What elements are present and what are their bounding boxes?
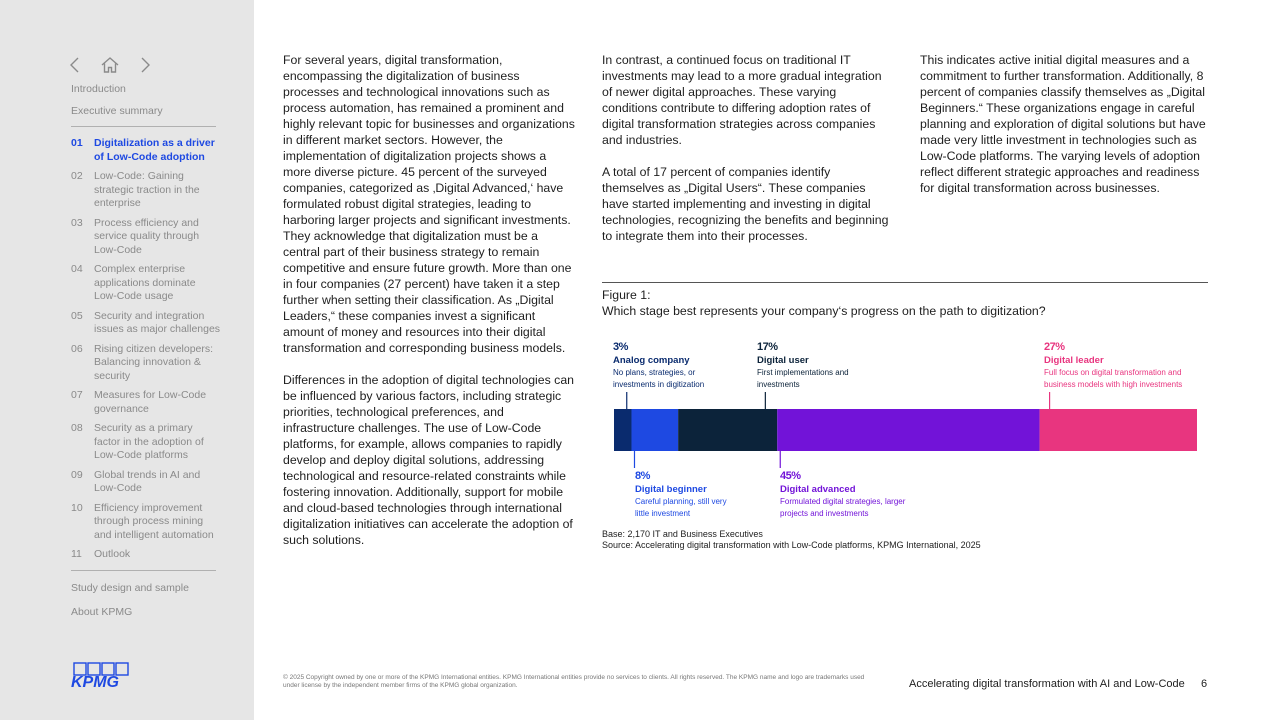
bar-segment-digital-leader [1040,409,1197,451]
value-label: 17% [757,341,778,353]
category-description: Careful planning, still very little investment [635,497,727,518]
toc-item-05[interactable] [71,310,221,337]
value-label: 27% [1044,341,1065,353]
toc-item-number: 01 [71,137,83,149]
toc-item-label: Security as a primary factor in the adoption of Low-Code platforms [94,422,204,461]
figure-source: Source: Accelerating digital transformation with Low-Code platforms, KPMG International, 2025 [602,540,981,550]
text-column-1 [283,52,575,564]
toc-item-03[interactable] [71,217,221,258]
figure-label: Figure 1: [602,288,651,302]
paragraph: A total of 17 percent of companies identify themselves as „Digital Users“. These companies have started implementing and investing in digital technologies, recognizing the benefits and beginning to integrate them into their processes. [602,165,889,243]
label-analog-company [613,340,743,391]
logo-text: KPMG [71,674,119,690]
toc-introduction[interactable]: Introduction [71,83,126,95]
page-number: 6 [1201,678,1208,690]
footer-copyright: © 2025 Copyright owned by one or more of the KPMG International entities. KPMG International entities provide no services to clients. All rights reserved. The KPMG name and logo are trademarks used under license by the independent member firms of the KPMG global organization. [283,674,865,689]
kpmg-logo [71,662,133,690]
toc-item-label: Process efficiency and service quality through Low-Code [94,216,200,256]
toc-item-number: 09 [71,468,83,481]
toc-item-number: 06 [71,342,83,355]
toc-item-label: Global trends in AI and Low-Code [94,468,201,494]
category-description: Full focus on digital transformation and business models with high investments [1044,368,1183,389]
toc-item-number: 11 [71,548,82,560]
value-label: 8% [635,470,650,482]
toc-item-02[interactable] [71,170,221,211]
toc-item-label: Digitalization as a driver of Low-Code adoption [94,137,215,163]
toc-item-number: 05 [71,309,83,322]
footer-title: Accelerating digital transformation with AI and Low-Code [909,678,1185,690]
category-description: First implementations and investments [757,368,849,389]
bar-segment-analog-company [614,409,631,451]
bar-segment-digital-beginner [631,409,678,451]
toc-item-number: 07 [71,389,83,401]
label-digital-leader [1044,340,1204,391]
figure-base: Base: 2,170 IT and Business Executives [602,529,763,539]
nav-buttons [68,55,152,75]
category-label: Analog company [613,355,690,366]
toc-menu [71,82,221,627]
toc-divider [71,570,216,571]
toc-item-07[interactable] [71,389,221,416]
value-label: 45% [780,470,801,482]
category-label: Digital user [757,355,809,366]
figure-divider [602,282,1208,283]
sidebar [0,0,254,720]
figure-title [602,287,1046,319]
toc-about-kpmg[interactable]: About KPMG [71,605,133,618]
toc-item-number: 10 [71,501,83,514]
toc-item-08[interactable] [71,422,221,463]
toc-chapter-list [71,137,221,562]
category-label: Digital advanced [780,484,856,495]
toc-item-09[interactable] [71,469,221,496]
toc-item-11[interactable] [71,548,221,562]
toc-item-04[interactable] [71,263,221,304]
paragraph: In contrast, a continued focus on traditional IT investments may lead to a more gradual integration of newer digital approaches. These varying conditions contribute to differing adoption rates of digital transformation strategies across companies and industries. [602,53,882,147]
value-label: 3% [613,341,628,353]
figure-notes [602,529,981,551]
toc-item-06[interactable] [71,343,221,384]
chevron-right-icon[interactable] [138,56,152,74]
toc-executive-summary[interactable]: Executive summary [71,105,163,117]
toc-item-label: Rising citizen developers: Balancing innovation & security [94,342,214,382]
toc-item-label: Low-Code: Gaining strategic traction in the enterprise [94,170,200,209]
category-label: Digital beginner [635,484,707,495]
bar-segment-digital-user [678,409,777,451]
toc-item-number: 02 [71,170,83,182]
text-column-3 [920,52,1212,212]
toc-item-label: Security and integration issues as major challenges [94,309,221,335]
toc-item-10[interactable] [71,502,221,543]
label-digital-advanced [780,469,930,520]
label-digital-beginner [635,469,745,520]
toc-item-01[interactable] [71,137,221,164]
chevron-left-icon[interactable] [68,56,82,74]
home-icon[interactable] [100,55,120,75]
paragraph: This indicates active initial digital measures and a commitment to further transformation. Additionally, 8 percent of companies classify themselves as „Digital Beginners.“ These organizations engage in careful planning and exploration of digital solutions but have made very little investment in technologies such as Low-Code platforms. The varying levels of adoption reflect different strategic approaches and readiness for digital transformation across businesses. [920,53,1206,195]
paragraph: For several years, digital transformation, encompassing the digitalization of business processes and technological innovations such as process automation, has remained a prominent and highly relevant topic for businesses and organizations in different market sectors. However, the implementation of digitalization projects shows a more diverse picture. 45 percent of the surveyed companies, categorized as ‚Digital Advanced,‘ have formulated robust digital strategies, leading to harboring larger projects and significant investments. They acknowledge that digitalization must be a central part of their business strategy to remain competitive and ensure future growth. More than one in four companies (27 percent) have taken it a step further when setting their classification. As „Digital Leaders,“ these companies invest a significant amount of money and resources into their digital transformation and corresponding business models. [283,53,575,355]
toc-study-design[interactable]: Study design and sample [71,581,189,594]
toc-divider [71,126,216,127]
category-description: Formulated digital strategies, larger projects and investments [780,497,906,518]
paragraph: Differences in the adoption of digital technologies can be influenced by various factors, including strategic priorities, technological preferences, and infrastructure challenges. The use of Low-Code platforms, for example, allows companies to rapidly develop and deploy digital solutions, addressing technological and resource-related constraints while fostering innovation. Additionally, support for mobile and cloud-based technologies through international digitalization initiatives can accelerate the adoption of such solutions. [283,373,574,547]
category-label: Digital leader [1044,355,1104,366]
toc-item-label: Outlook [94,548,131,560]
toc-item-label: Complex enterprise applications dominate Low-Code usage [94,263,196,302]
category-description: No plans, strategies, or investments in digitization [613,368,705,389]
bar-segment-digital-advanced [777,409,1039,451]
toc-item-label: Efficiency improvement through process mining and intelligent automation [94,501,214,541]
label-digital-user [757,340,867,391]
toc-item-number: 03 [71,216,83,229]
toc-item-number: 04 [71,263,83,275]
toc-item-label: Measures for Low-Code governance [94,389,207,415]
toc-item-number: 08 [71,422,83,434]
text-column-2 [602,52,892,260]
figure-question: Which stage best represents your company‘s progress on the path to digitization? [602,304,1046,318]
